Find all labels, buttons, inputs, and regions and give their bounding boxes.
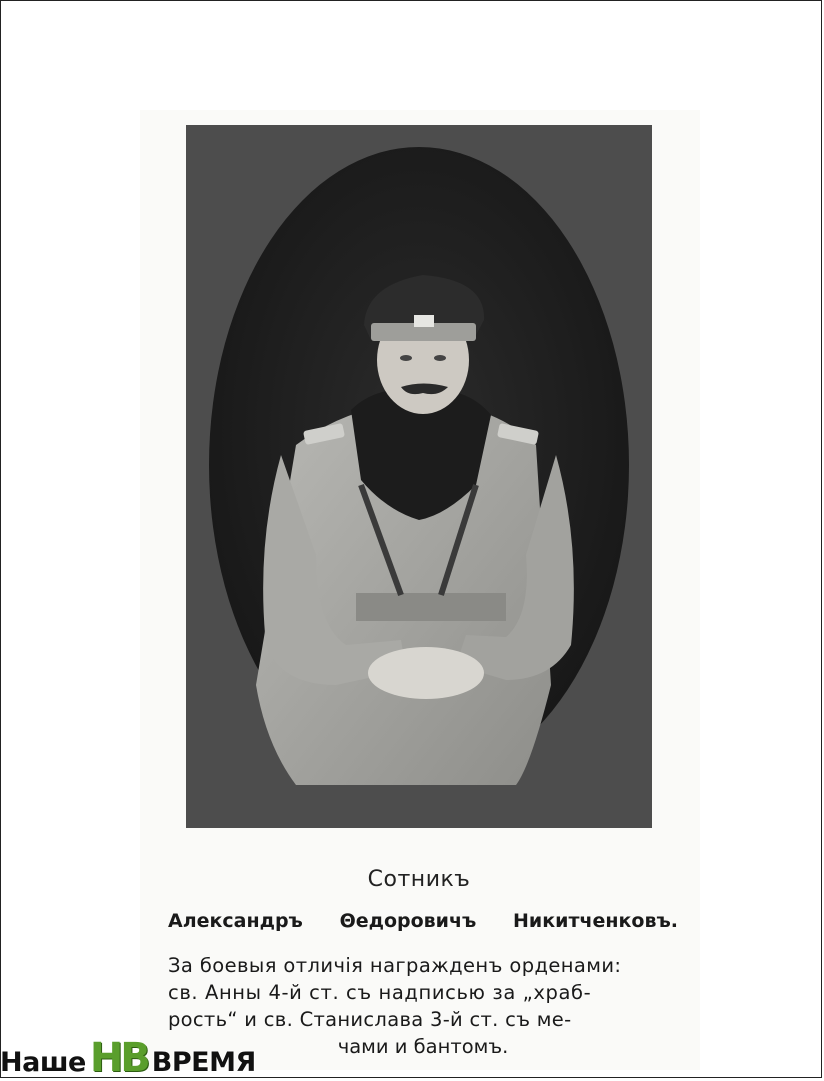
surname: Никитченковъ. <box>513 910 678 932</box>
awards-line-1: За боевыя отличія награжденъ орденами: <box>168 954 622 977</box>
portrait-illustration <box>186 125 652 828</box>
awards-line-4: чами и бантомъ. <box>337 1035 509 1058</box>
logo-word-nashe: Наше <box>0 1047 86 1078</box>
person-name <box>168 910 678 932</box>
portrait-photo <box>186 125 652 828</box>
awards-line-3: рость“ и св. Станислава 3-й ст. съ ме- <box>168 1008 572 1031</box>
patronymic: Θедоровичъ <box>339 910 477 932</box>
logo-word-vremya: ВРЕМЯ <box>151 1047 256 1078</box>
newspaper-logo <box>0 1034 256 1081</box>
rank-title: Сотникъ <box>367 867 471 892</box>
awards-line-2: св. Анны 4-й ст. съ надписью за „храб- <box>168 981 592 1004</box>
logo-nv-mark: НВ <box>89 1035 148 1081</box>
first-name: Александръ <box>168 910 303 932</box>
